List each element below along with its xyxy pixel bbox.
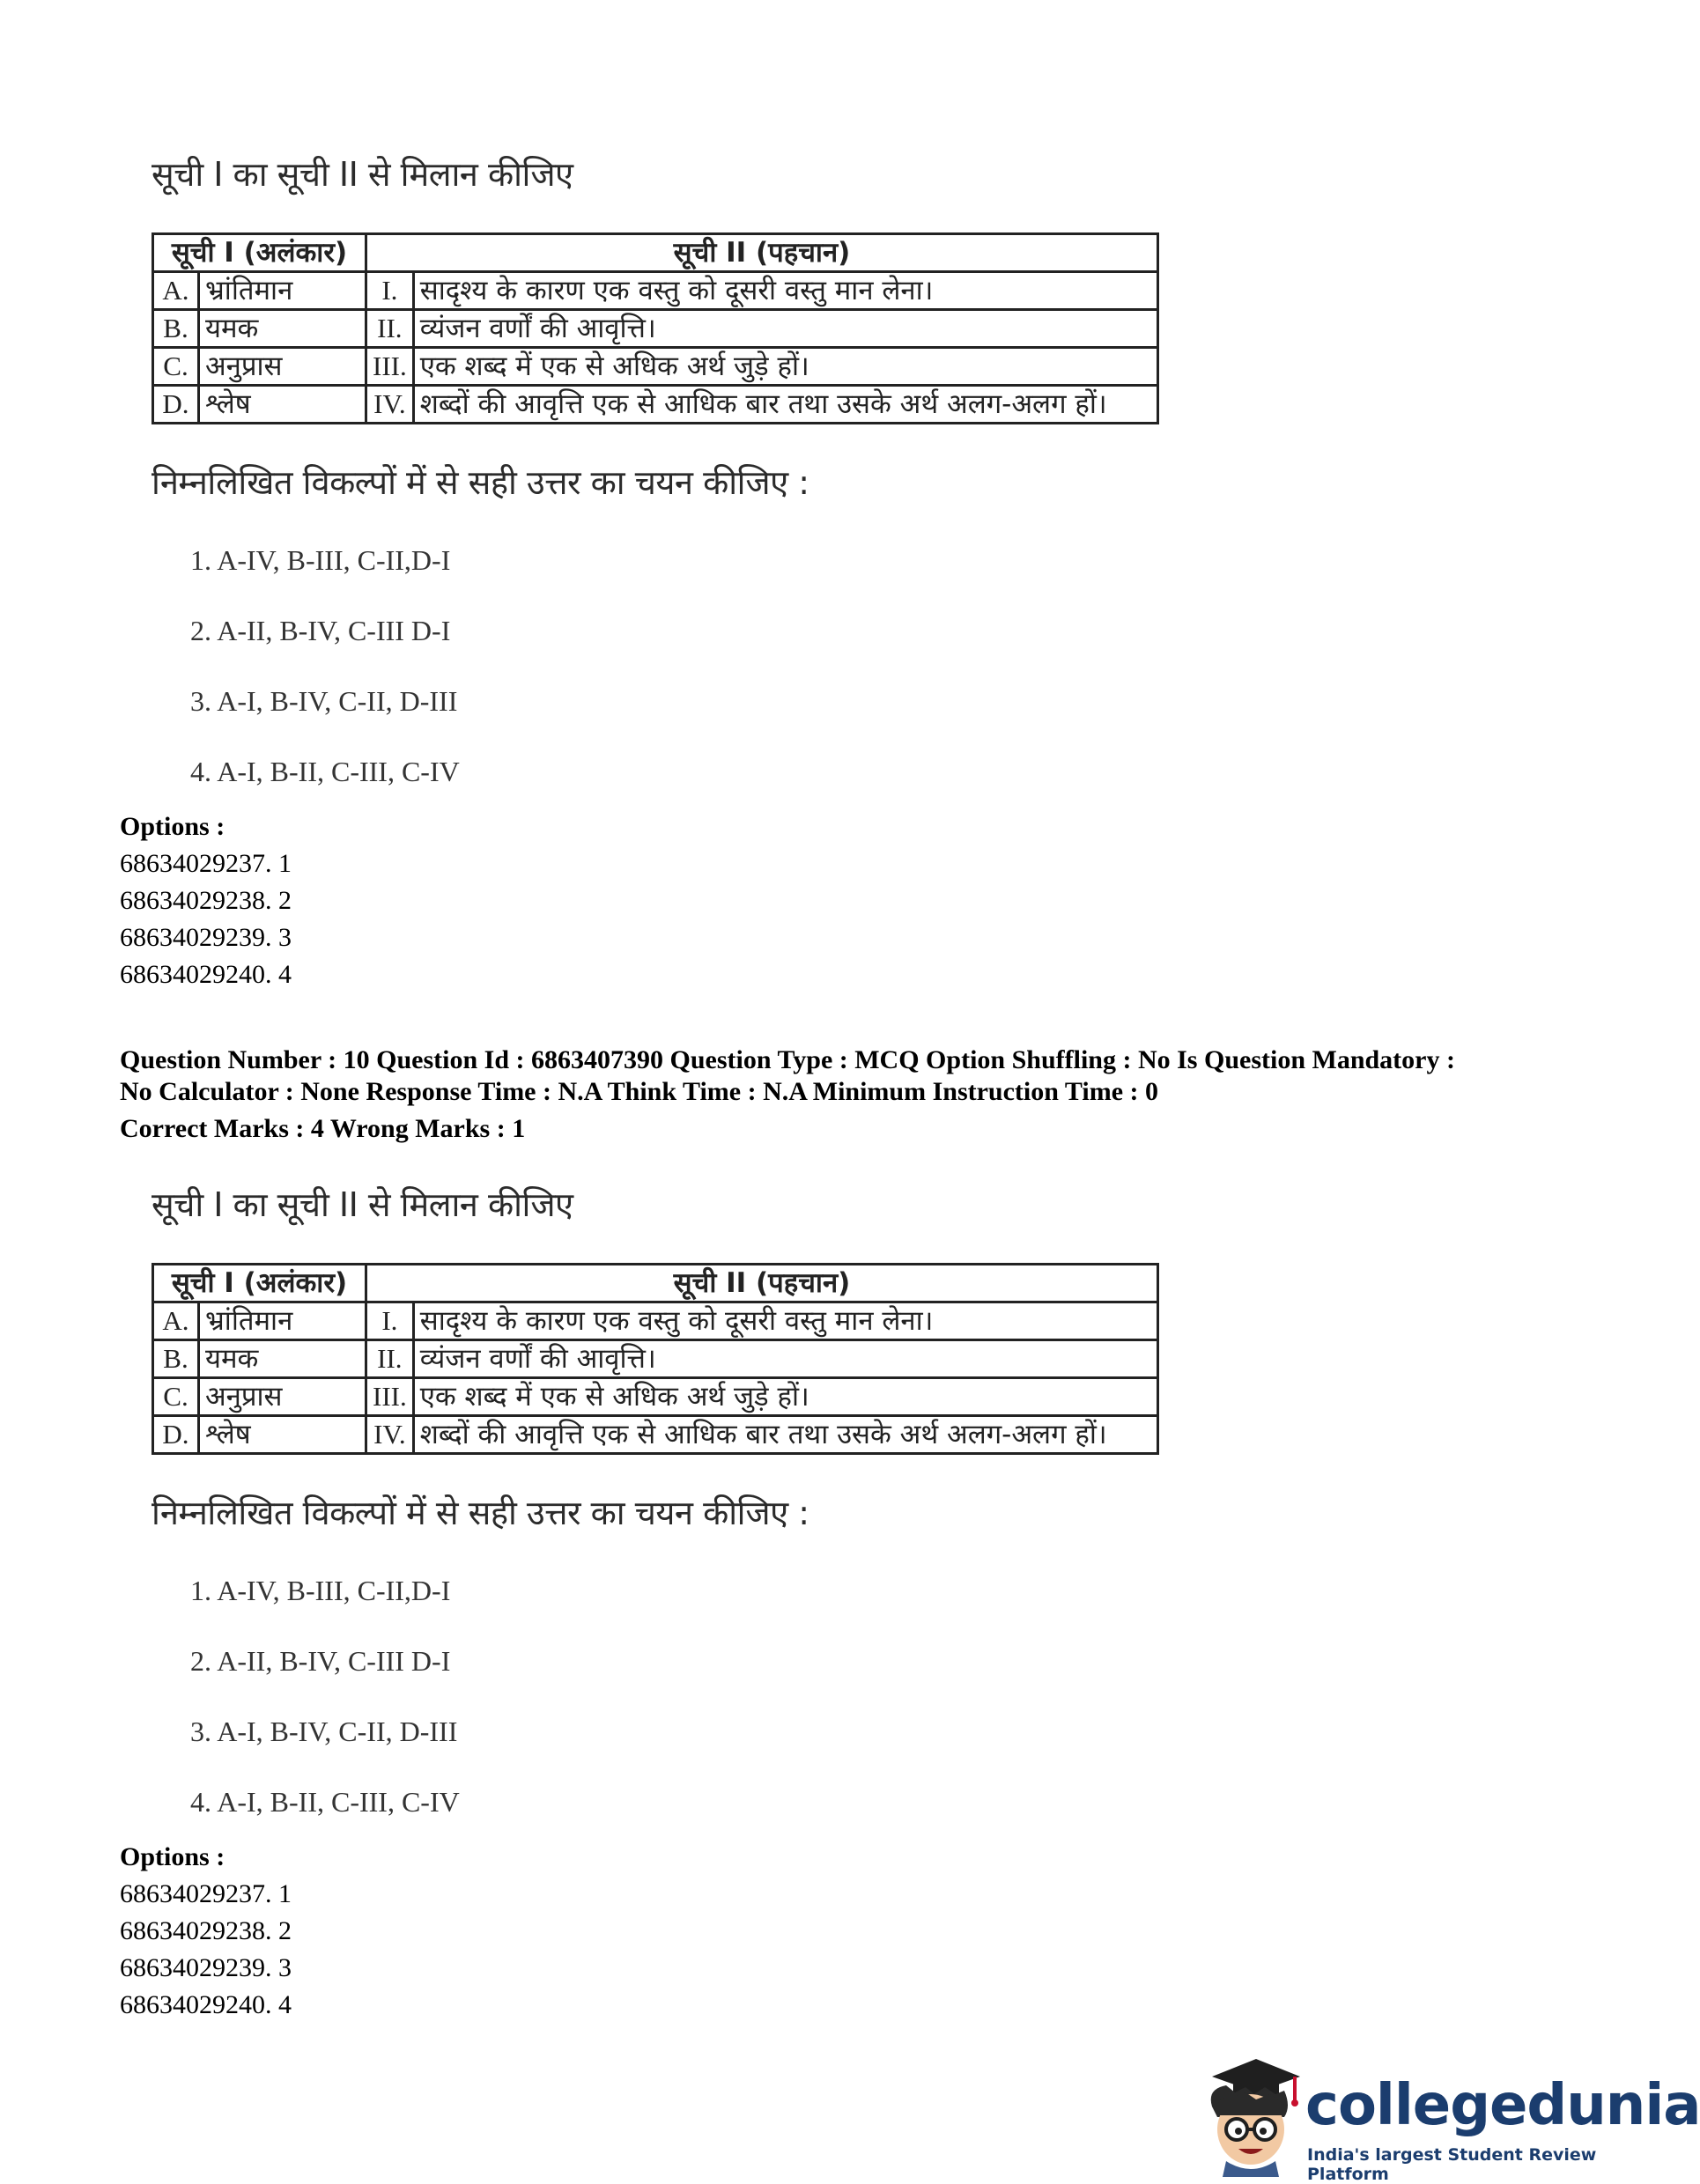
collegedunia-logo [1200, 2054, 1700, 2184]
option-item: 68634029239. 3 [120, 923, 292, 952]
row-code-1: C. [153, 348, 199, 386]
option-item: 68634029240. 4 [120, 960, 292, 989]
option-item: 68634029237. 1 [120, 849, 292, 878]
row-desc: एक शब्द में एक से अधिक अर्थ जुड़े हों। [413, 348, 1157, 386]
choice-item: 1. A-IV, B-III, C-II,D-I [190, 544, 451, 576]
row-desc: व्यंजन वर्णों की आवृत्ति। [413, 1340, 1157, 1378]
row-desc: व्यंजन वर्णों की आवृत्ति। [413, 310, 1157, 348]
row-code-1: A. [153, 1302, 199, 1340]
row-code-2: IV. [366, 1416, 414, 1454]
row-code-2: II. [366, 310, 414, 348]
table-header-list-2: सूची II (पहचान) [366, 1265, 1158, 1302]
row-item: यमक [199, 1340, 366, 1378]
options-block-1 [120, 808, 292, 993]
row-item: भ्रांतिमान [199, 1302, 366, 1340]
table-row [153, 348, 1158, 386]
table-header-list-1: सूची I (अलंकार) [153, 234, 366, 272]
question-block-1 [152, 150, 1173, 807]
row-item: श्लेष [199, 1416, 366, 1454]
row-code-1: B. [153, 310, 199, 348]
question-prompt: सूची I का सूची II से मिलान कीजिए [152, 155, 573, 194]
table-row [153, 386, 1158, 424]
answer-prompt: निम्नलिखित विकल्पों में से सही उत्तर का चयन कीजिए : [152, 463, 809, 502]
row-item: अनुप्रास [199, 348, 366, 386]
row-code-1: B. [153, 1340, 199, 1378]
choice-item: 3. A-I, B-IV, C-II, D-III [190, 685, 458, 717]
option-item: 68634029238. 2 [120, 886, 292, 915]
row-code-1: C. [153, 1378, 199, 1416]
choice-list [152, 525, 1173, 807]
option-item: 68634029237. 1 [120, 1879, 292, 1908]
match-table [152, 1263, 1159, 1455]
table-row [153, 1416, 1158, 1454]
choice-list [152, 1555, 1173, 1837]
question-marks: Correct Marks : 4 Wrong Marks : 1 [120, 1114, 526, 1143]
choice-item: 2. A-II, B-IV, C-III D-I [190, 1645, 451, 1677]
row-desc: शब्दों की आवृत्ति एक से आधिक बार तथा उसके अर्थ अलग-अलग हों। [413, 386, 1157, 424]
table-row [153, 272, 1158, 310]
question-meta-line-2: No Calculator : None Response Time : N.A Think Time : N.A Minimum Instruction Time : 0 [120, 1077, 1158, 1106]
table-row [153, 310, 1158, 348]
table-row [153, 1302, 1158, 1340]
choice-item: 2. A-II, B-IV, C-III D-I [190, 615, 451, 646]
options-block-2 [120, 1839, 292, 2024]
choice-item: 4. A-I, B-II, C-III, C-IV [190, 756, 460, 787]
row-code-1: A. [153, 272, 199, 310]
mascot-icon [1200, 2054, 1304, 2177]
row-item: अनुप्रास [199, 1378, 366, 1416]
table-row [153, 1378, 1158, 1416]
row-item: यमक [199, 310, 366, 348]
row-code-1: D. [153, 386, 199, 424]
option-item: 68634029238. 2 [120, 1916, 292, 1945]
option-item: 68634029239. 3 [120, 1953, 292, 1982]
match-table [152, 232, 1159, 424]
row-code-2: III. [366, 348, 414, 386]
row-desc: सादृश्य के कारण एक वस्तु को दूसरी वस्तु मान लेना। [413, 1302, 1157, 1340]
answer-prompt: निम्नलिखित विकल्पों में से सही उत्तर का चयन कीजिए : [152, 1494, 809, 1532]
question-meta [120, 1044, 1494, 1145]
table-header-list-2: सूची II (पहचान) [366, 234, 1158, 272]
choice-item: 4. A-I, B-II, C-III, C-IV [190, 1786, 460, 1818]
row-desc: सादृश्य के कारण एक वस्तु को दूसरी वस्तु मान लेना। [413, 272, 1157, 310]
brand-tagline: India's largest Student Review Platform [1307, 2145, 1597, 2184]
option-item: 68634029240. 4 [120, 1990, 292, 2019]
choice-item: 1. A-IV, B-III, C-II,D-I [190, 1575, 451, 1606]
row-code-2: IV. [366, 386, 414, 424]
options-title: Options : [120, 1842, 225, 1871]
brand-name: collegedunia [1305, 2073, 1700, 2138]
question-meta-line-1: Question Number : 10 Question Id : 6863407390 Question Type : MCQ Option Shuffling : No Is Question Mandatory : [120, 1045, 1455, 1074]
row-item: श्लेष [199, 386, 366, 424]
table-header-list-1: सूची I (अलंकार) [153, 1265, 366, 1302]
row-code-1: D. [153, 1416, 199, 1454]
options-title: Options : [120, 812, 225, 841]
row-code-2: II. [366, 1340, 414, 1378]
question-block-2 [152, 1180, 1173, 1837]
choice-item: 3. A-I, B-IV, C-II, D-III [190, 1715, 458, 1747]
row-code-2: I. [366, 1302, 414, 1340]
row-code-2: III. [366, 1378, 414, 1416]
row-desc: एक शब्द में एक से अधिक अर्थ जुड़े हों। [413, 1378, 1157, 1416]
table-row [153, 1340, 1158, 1378]
row-code-2: I. [366, 272, 414, 310]
question-prompt: सूची I का सूची II से मिलान कीजिए [152, 1185, 573, 1224]
row-item: भ्रांतिमान [199, 272, 366, 310]
row-desc: शब्दों की आवृत्ति एक से आधिक बार तथा उसके अर्थ अलग-अलग हों। [413, 1416, 1157, 1454]
